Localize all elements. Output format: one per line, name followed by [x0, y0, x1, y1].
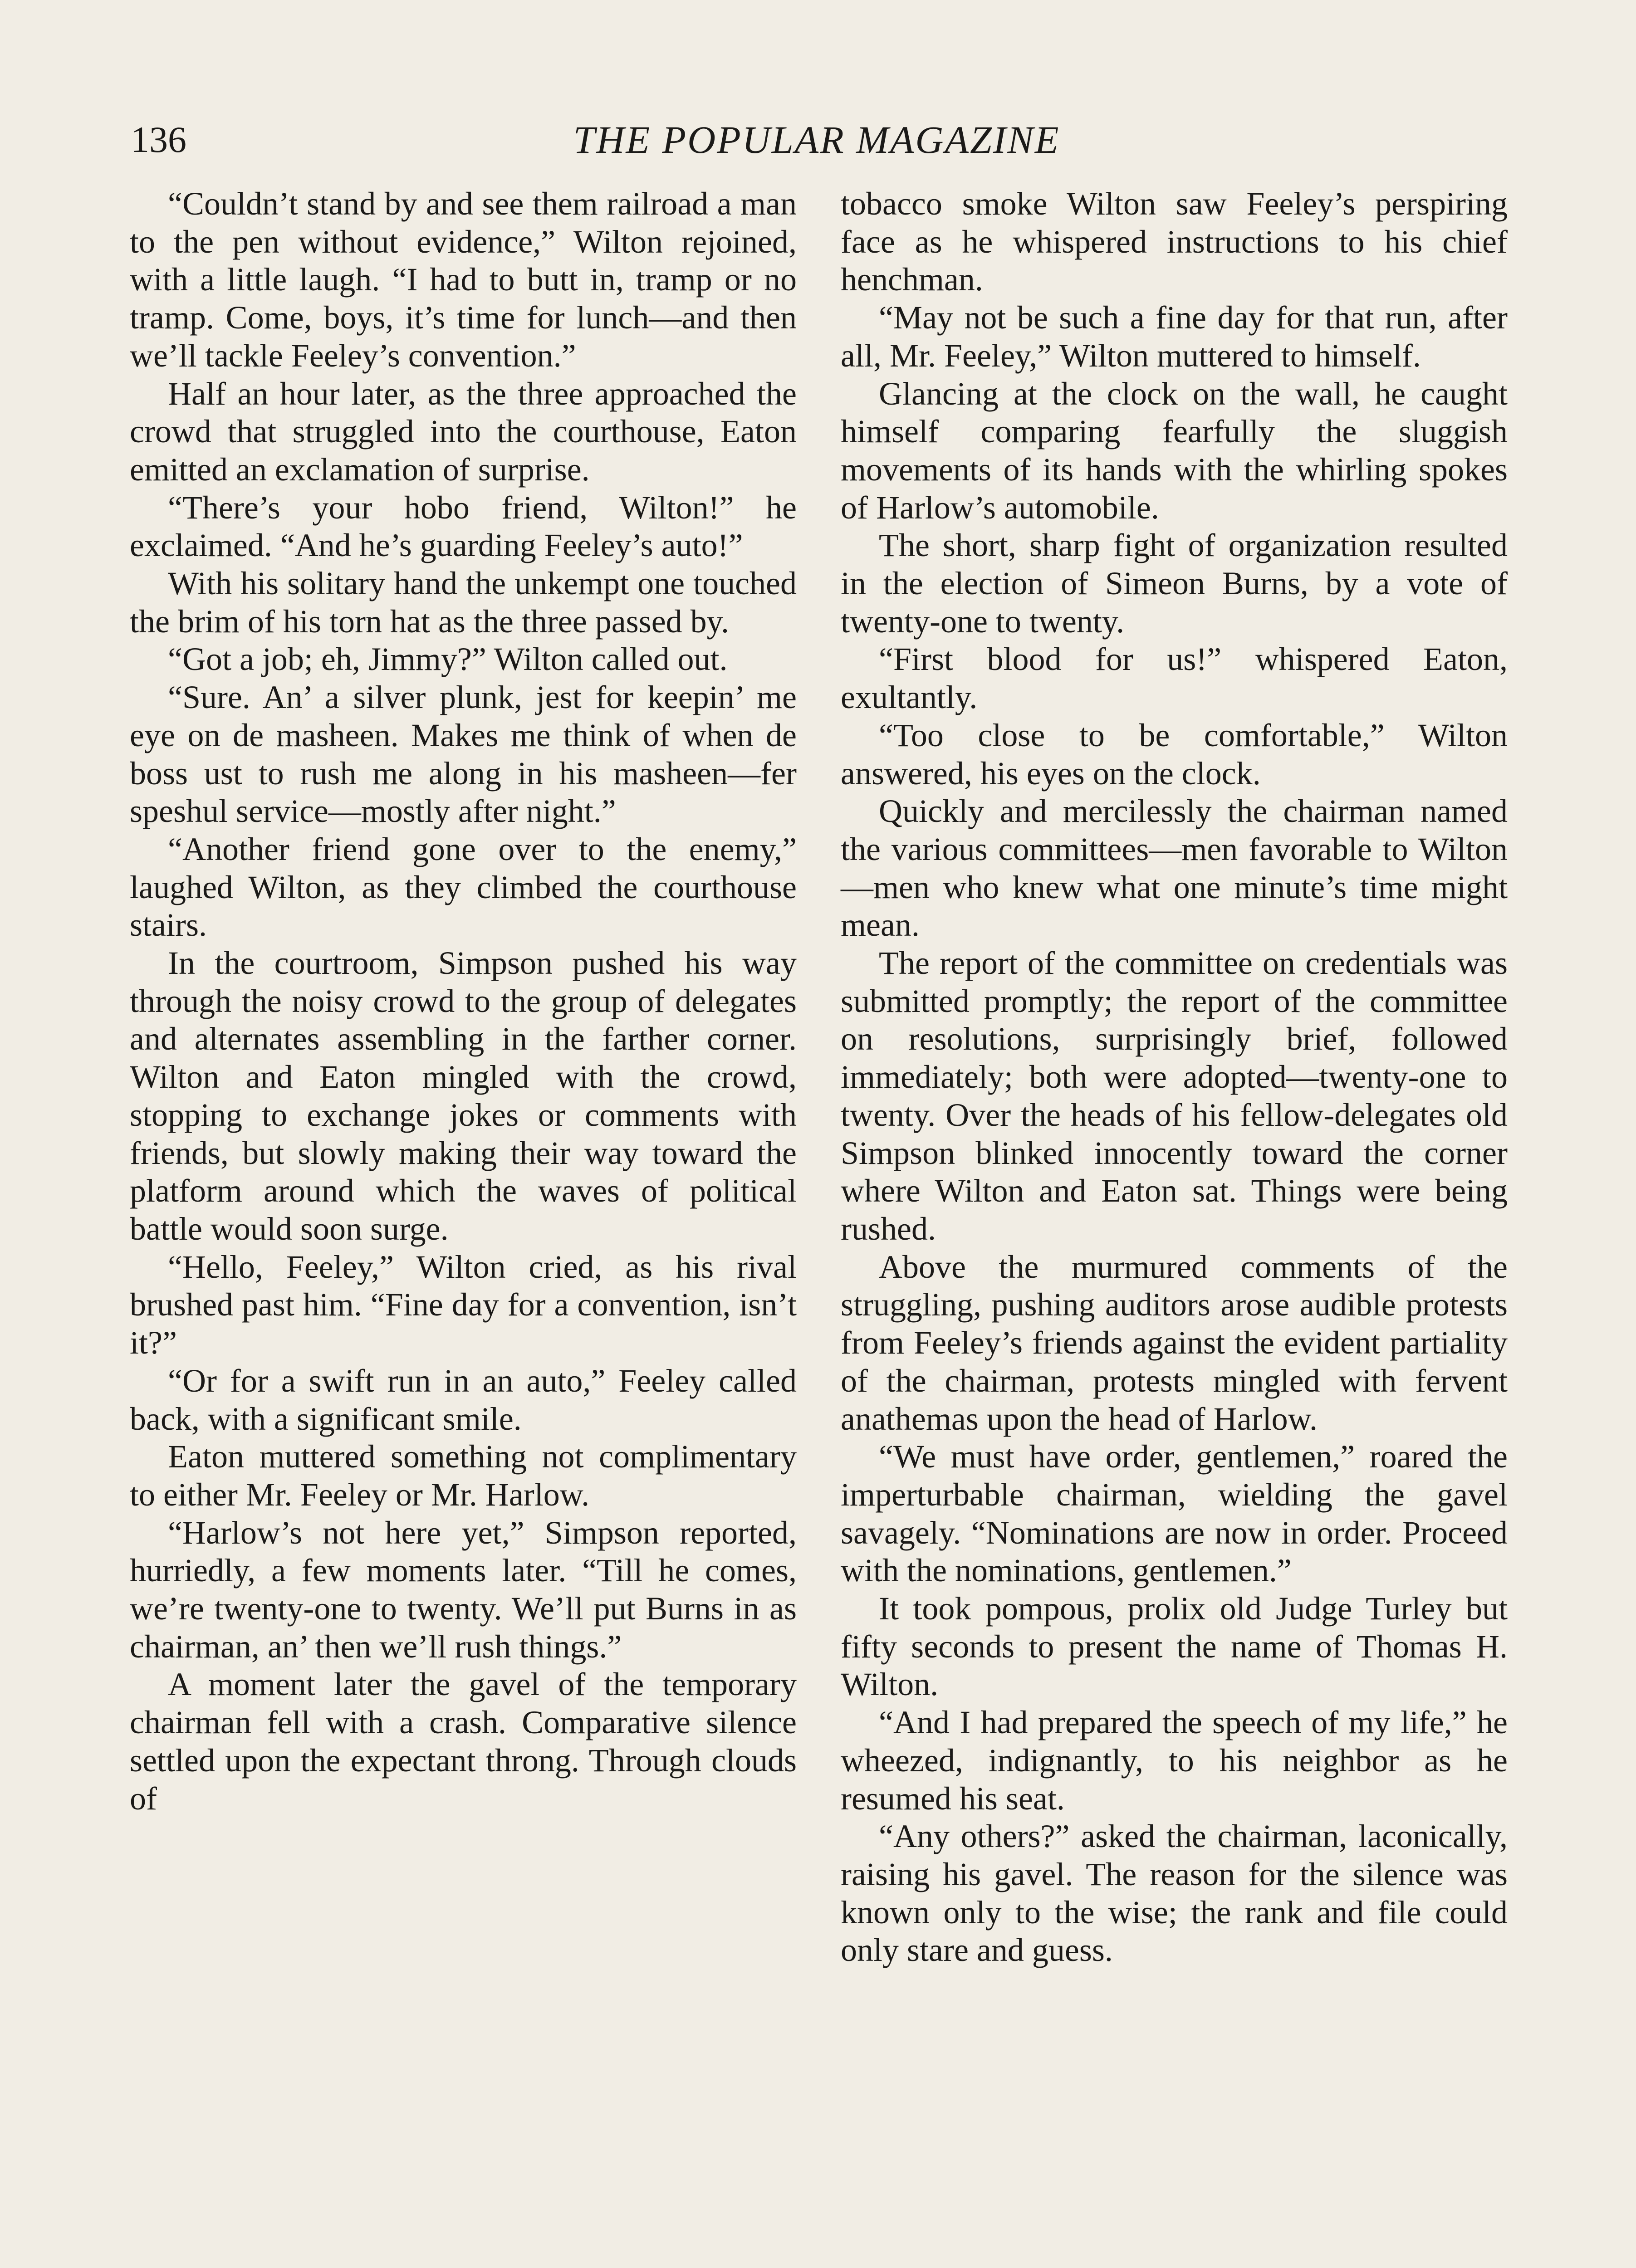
paragraph: Eaton muttered something not complimentary to either Mr. Feeley or Mr. Harlow.: [130, 1438, 797, 1513]
paragraph: Half an hour later, as the three approached the crowd that struggled into the courthouse, Eaton emitted an exclamation of surprise.: [130, 375, 797, 488]
paragraph: “Too close to be comfortable,” Wilton answered, his eyes on the clock.: [841, 717, 1508, 792]
paragraph: “First blood for us!” whispered Eaton, exultantly.: [841, 641, 1508, 716]
paragraph: A moment later the gavel of the temporary chairman fell with a crash. Comparative silence settled upon the expectant throng. Through clouds of: [130, 1666, 797, 1817]
paragraph: In the courtroom, Simpson pushed his way through the noisy crowd to the group of delegates and alternates assembling in the farther corner. Wilton and Eaton mingled with the crowd, stopping to exchange jokes or comments with friends, but slowly making their way toward the platform around which the waves of political battle would soon surge.: [130, 945, 797, 1247]
page-number: 136: [131, 119, 186, 160]
paragraph: “Harlow’s not here yet,” Simpson reported, hurriedly, a few moments later. “Till he comes, we’re twenty-one to twenty. We’ll put Burns in as chairman, an’ then we’ll rush things.”: [130, 1514, 797, 1665]
paragraph: Quickly and mercilessly the chairman named the various committees—men favorable to Wilton—men who knew what one minute’s time might mean.: [841, 793, 1508, 943]
magazine-title: THE POPULAR MAGAZINE: [573, 118, 1060, 161]
paragraph: Above the murmured comments of the struggling, pushing auditors arose audible protests from Feeley’s friends against the evident partiality of the chairman, protests mingled with fervent anathemas upon the head of Harlow.: [841, 1248, 1508, 1437]
paragraph: “Or for a swift run in an auto,” Feeley called back, with a significant smile.: [130, 1362, 797, 1437]
paragraph: “Another friend gone over to the enemy,” laughed Wilton, as they climbed the courthouse stairs.: [130, 831, 797, 943]
paragraph: “Any others?” asked the chairman, laconically, raising his gavel. The reason for the silence was known only to the wise; the rank and file could only stare and guess.: [841, 1818, 1508, 1969]
paragraph: It took pompous, prolix old Judge Turley but fifty seconds to present the name of Thomas H. Wilton.: [841, 1590, 1508, 1703]
paragraph: “Sure. An’ a silver plunk, jest for keepin’ me eye on de masheen. Makes me think of when de boss ust to rush me along in his masheen—fer speshul service—mostly after night.”: [130, 679, 797, 830]
paragraph: The short, sharp fight of organization resulted in the election of Simeon Burns, by a vote of twenty-one to twenty.: [841, 527, 1508, 640]
paragraph: Glancing at the clock on the wall, he caught himself comparing fearfully the sluggish movements of its hands with the whirling spokes of Harlow’s automobile.: [841, 375, 1508, 526]
left-column: [130, 185, 797, 1818]
continued-paragraph: tobacco smoke Wilton saw Feeley’s perspiring face as he whispered instructions to his chief henchman.: [841, 186, 1508, 298]
paragraph: “Hello, Feeley,” Wilton cried, as his rival brushed past him. “Fine day for a convention, isn’t it?”: [130, 1248, 797, 1361]
paragraph: “And I had prepared the speech of my life,” he wheezed, indignantly, to his neighbor as he resumed his seat.: [841, 1704, 1508, 1817]
right-column: [841, 185, 1508, 1970]
paragraph: “Got a job; eh, Jimmy?” Wilton called out.: [168, 641, 728, 678]
paragraph: The report of the committee on credentials was submitted promptly; the report of the committee on resolutions, surprisingly brief, followed immediately; both were adopted—twenty-one to twenty. Over the heads of his fellow-delegates old Simpson blinked innocently toward the corner where Wilton and Eaton sat. Things were being rushed.: [841, 945, 1508, 1247]
paragraph: “Couldn’t stand by and see them railroad a man to the pen without evidence,” Wilton rejoined, with a little laugh. “I had to butt in, tramp or no tramp. Come, boys, it’s time for lunch—and then we’ll tackle Feeley’s convention.”: [130, 186, 797, 374]
paragraph: “May not be such a fine day for that run, after all, Mr. Feeley,” Wilton muttered to himself.: [841, 299, 1508, 374]
paragraph: “There’s your hobo friend, Wilton!” he exclaimed. “And he’s guarding Feeley’s auto!”: [130, 489, 797, 564]
page-header: [127, 114, 1506, 164]
paragraph: “We must have order, gentlemen,” roared the imperturbable chairman, wielding the gavel savagely. “Nominations are now in order. Proceed with the nominations, gentlemen.”: [841, 1438, 1508, 1589]
paragraph: With his solitary hand the unkempt one touched the brim of his torn hat as the three passed by.: [130, 565, 797, 640]
